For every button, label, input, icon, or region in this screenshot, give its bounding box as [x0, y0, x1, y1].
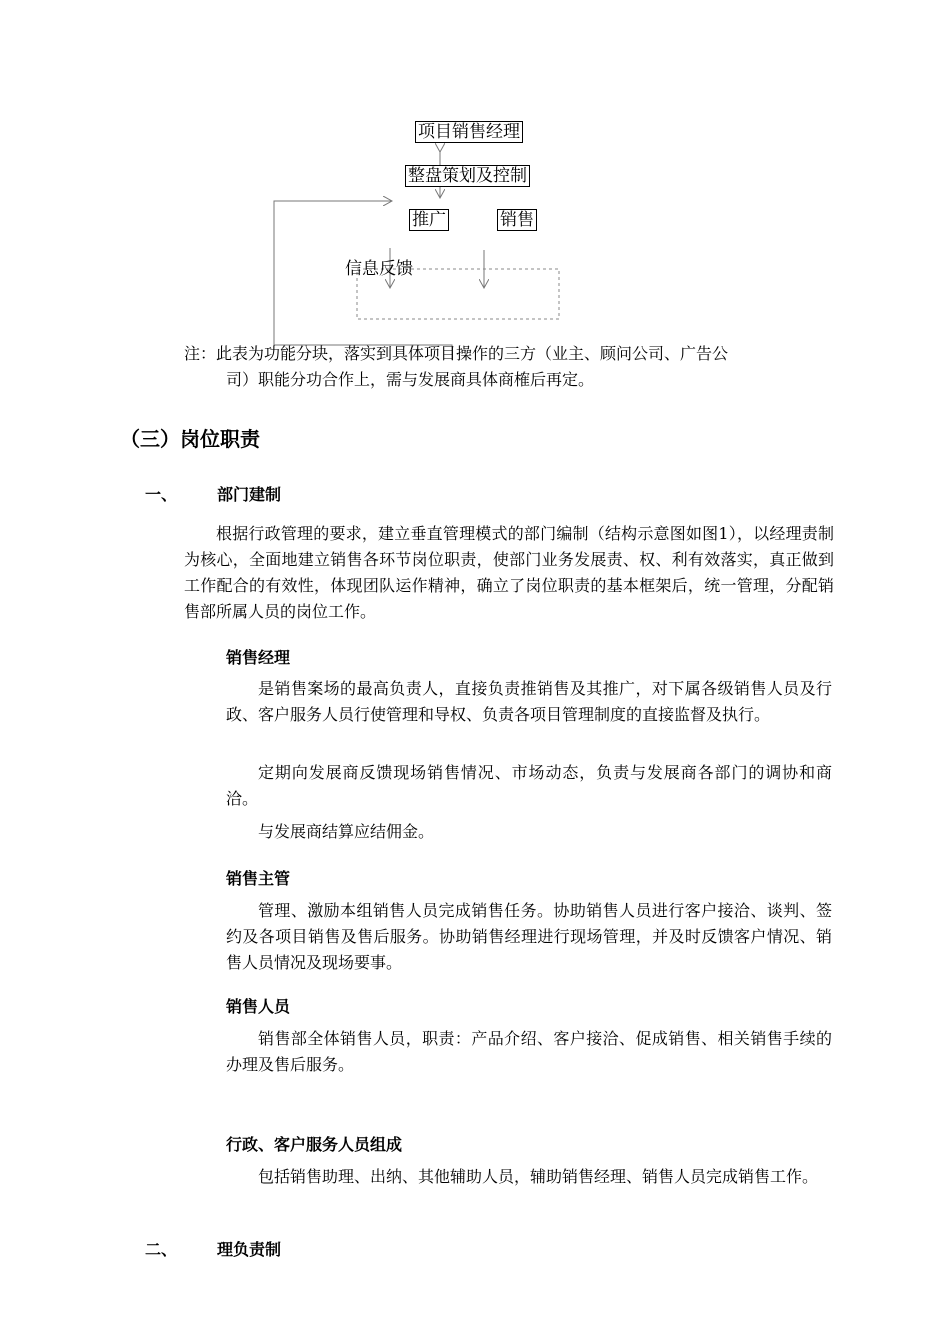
- box-sales: 销售: [497, 209, 537, 231]
- role-sales-manager-title: 销售经理: [226, 648, 291, 667]
- note-line-2: 司）职能分功合作上，需与发展商具体商榷后再定。: [226, 370, 595, 389]
- role-sales-supervisor-title: 销售主管: [226, 869, 291, 888]
- part1-title: 部门建制: [217, 485, 282, 504]
- role-admin-title: 行政、客户服务人员组成: [226, 1135, 403, 1154]
- part1-paragraph: 根据行政管理的要求，建立垂直管理模式的部门编制（结构示意图如图1），以经理责制为核心，全面地建立销售各环节岗位职责，使部门业务发展责、权、利有效落实，真正做到工作配合的有效性，体现团队运作精神，确立了岗位职责的基本框架后，统一管理，分配销售部所属人员的岗位工作。: [184, 524, 834, 621]
- note-line-1: 注：此表为功能分块，落实到具体项目操作的三方（业主、顾问公司、广告公: [184, 344, 729, 363]
- role-sales-staff-title: 销售人员: [226, 997, 291, 1016]
- box-promotion: 推广: [409, 209, 449, 231]
- box-overall-planning: 整盘策划及控制: [405, 165, 530, 187]
- role-sales-manager-p3: 与发展商结算应结佣金。: [258, 822, 435, 841]
- part1-heading: [145, 482, 281, 505]
- role-admin-p1: 包括销售助理、出纳、其他辅助人员，辅助销售经理、销售人员完成销售工作。: [258, 1167, 819, 1186]
- diagram-connectors: [0, 0, 950, 400]
- part2-heading: [145, 1237, 281, 1260]
- role-sales-supervisor-p1: 管理、激励本组销售人员完成销售任务。协助销售人员进行客户接洽、谈判、签约及各项目销售及售后服务。协助销售经理进行现场管理，并及时反馈客户情况、销售人员情况及现场要事。: [226, 901, 832, 972]
- feedback-label: 信息反馈: [345, 259, 413, 279]
- section-title: （三）岗位职责: [120, 427, 260, 451]
- part2-number: 二、: [145, 1240, 178, 1259]
- role-sales-manager-p2: 定期向发展商反馈现场销售情况、市场动态，负责与发展商各部门的调协和商洽。: [226, 763, 832, 808]
- role-sales-staff-p1: 销售部全体销售人员，职责：产品介绍、客户接洽、促成销售、相关销售手续的办理及售后服务。: [226, 1029, 832, 1074]
- part1-number: 一、: [145, 485, 178, 504]
- part2-title: 理负责制: [217, 1240, 282, 1259]
- role-sales-manager-p1: 是销售案场的最高负责人，直接负责推销售及其推广，对下属各级销售人员及行政、客户服务人员行使管理和导权、负责各项目管理制度的直接监督及执行。: [226, 679, 832, 724]
- box-project-sales-manager: 项目销售经理: [415, 121, 523, 143]
